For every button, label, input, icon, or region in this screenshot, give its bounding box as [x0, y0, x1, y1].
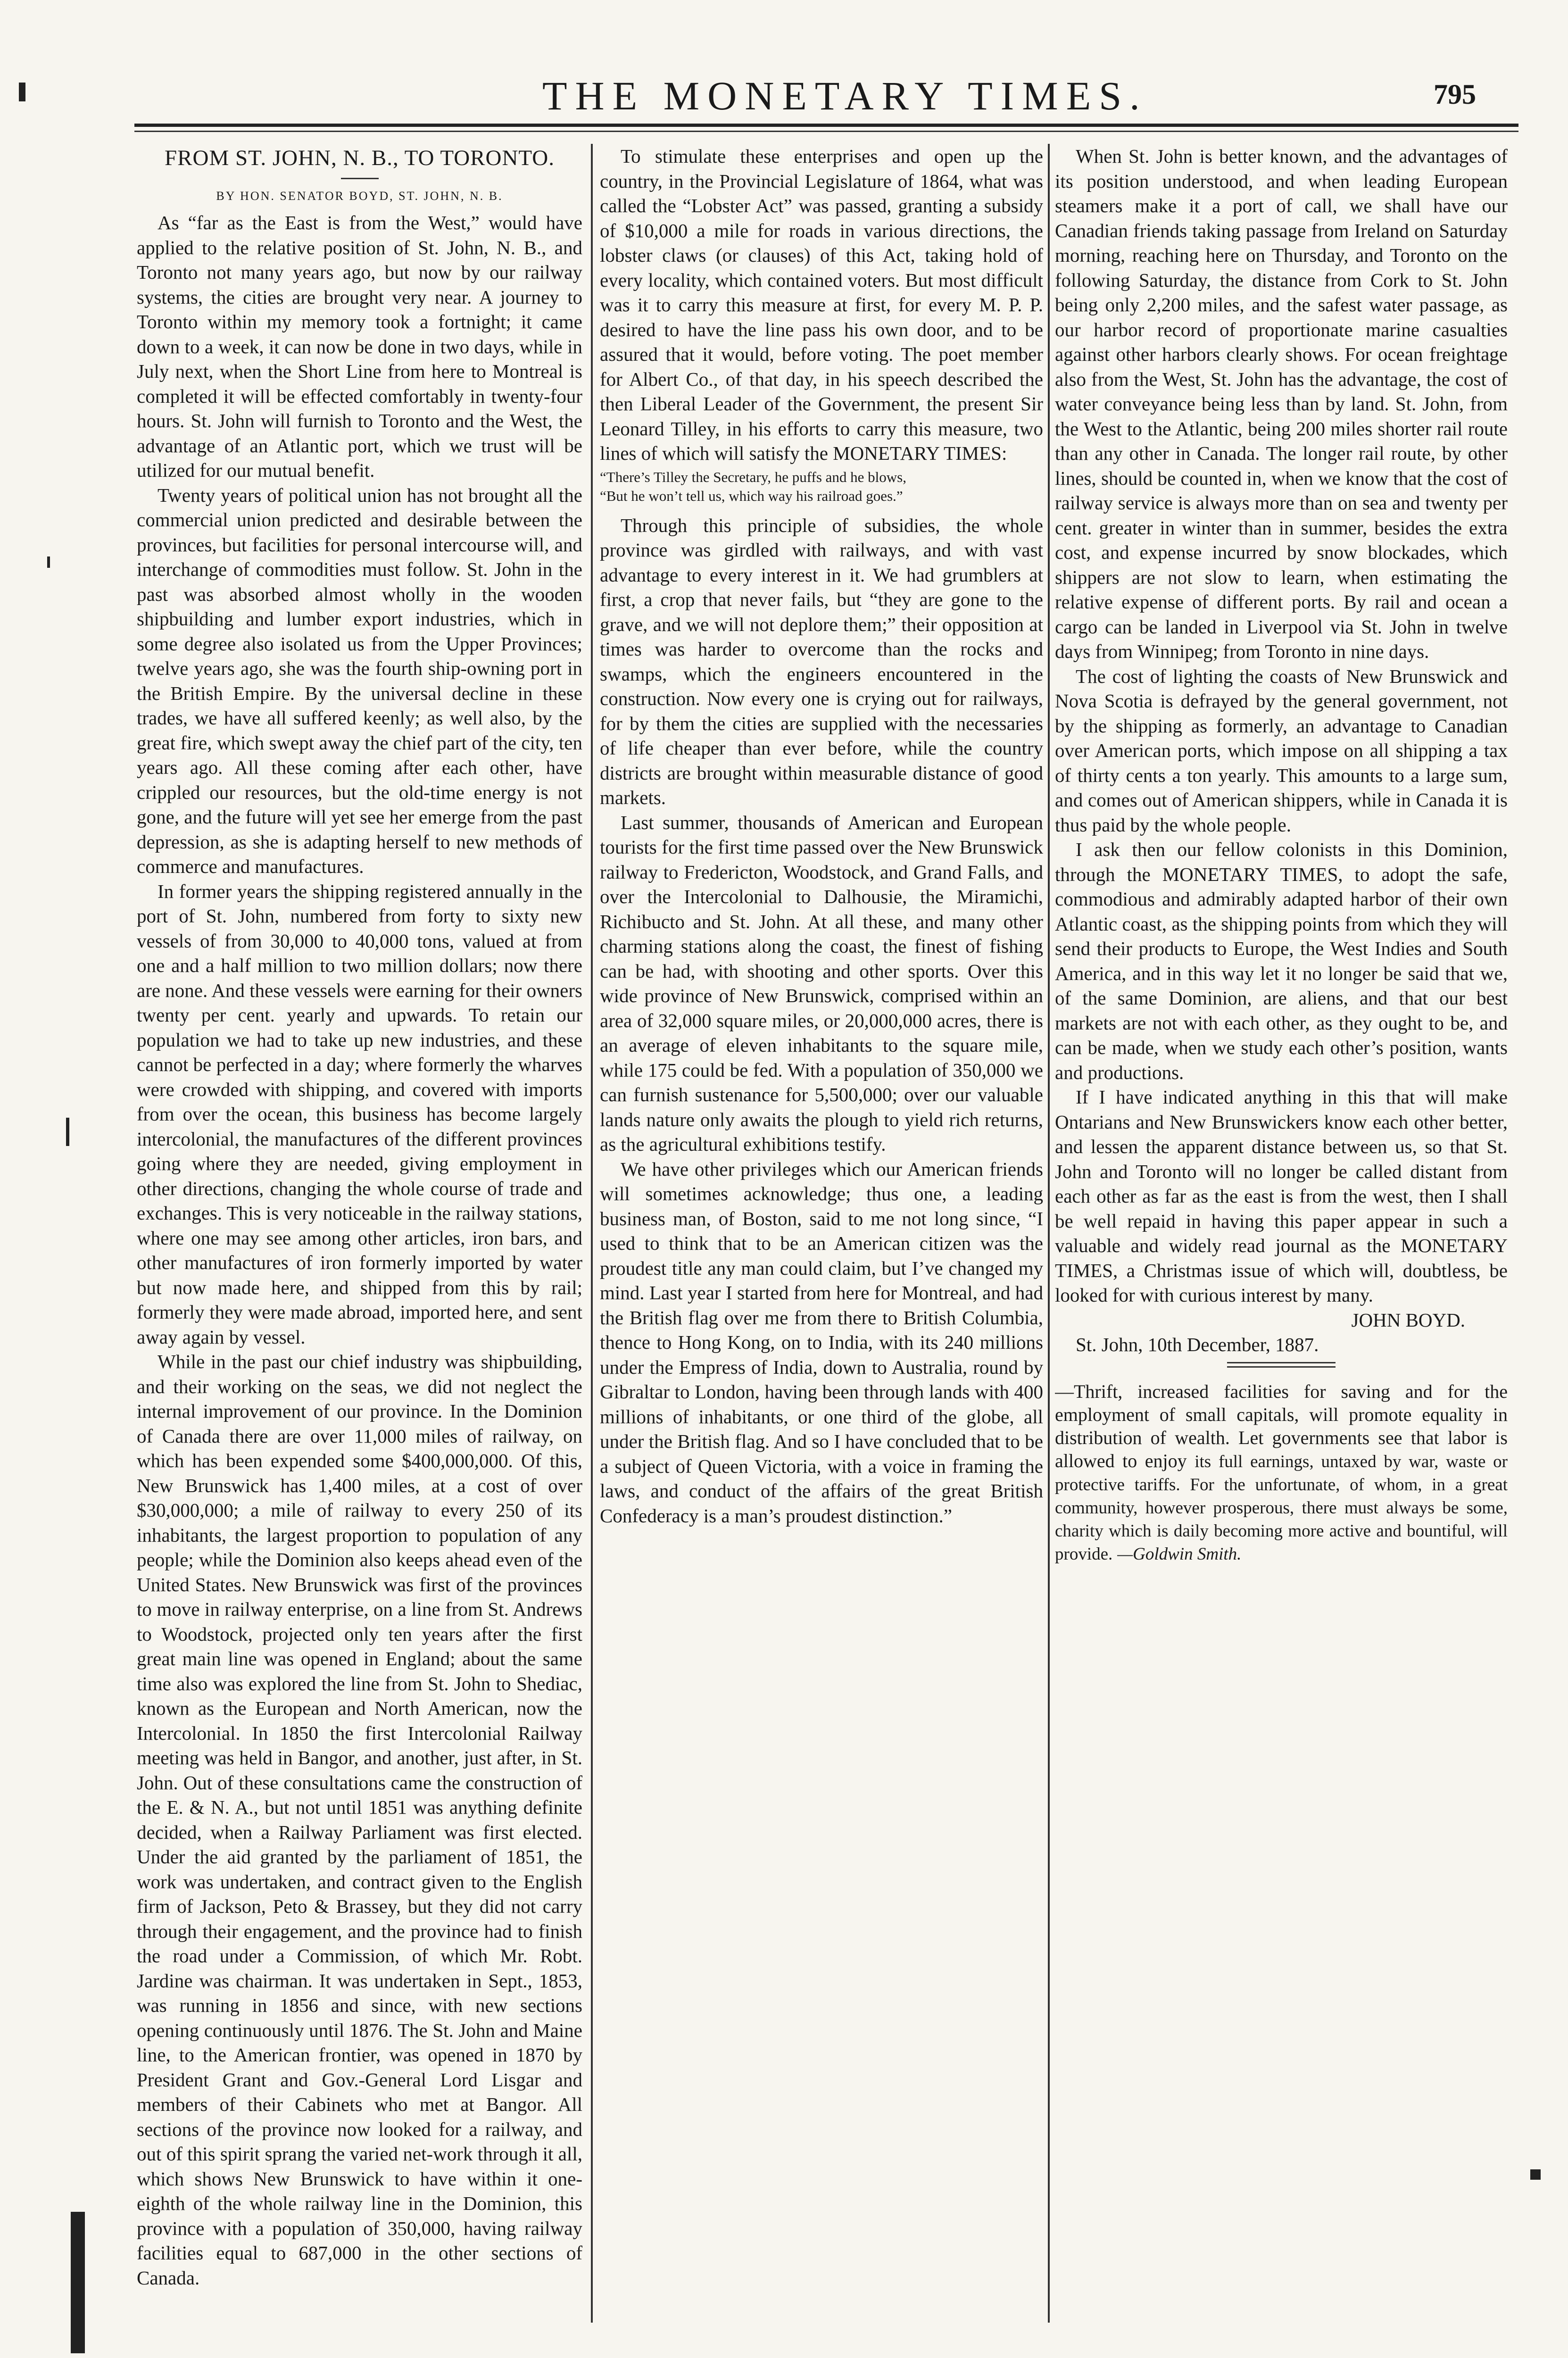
article-paragraph: Last summer, thousands of American and European tourists for the first time passed over the New Brunswick railway to Fredericton, Woodstock, and Grand Falls, and over the Intercolonial to Dalhousie, the Miramichi, Richibucto and St. John. At all these, and many other charming stations along the coast, the finest of fishing can be had, with shooting and other sports. Over this wide province of New Brunswick, comprised within an area of 32,000 square miles, or 20,000,000 acres, there is an average of eleven inhabitants to the square mile, while 175 could be fed. With a population of 350,000 we can furnish sustenance for 5,500,000; over our valuable lands nature only awaits the plough to yield rich returns, as the agricultural exhibitions testify.: [600, 811, 1043, 1155]
column-1: [137, 144, 582, 2323]
header-rule-thick: [134, 124, 1518, 127]
thrift-note-text-cont: its full earnings, untaxed by war, waste or protective tariffs. For the unfortunate, of whom, in a great community, however prosperous, there must always be some, charity which is daily becoming more active and bountiful, will provide.: [1055, 1452, 1508, 1564]
thrift-note-text: —Thrift, increased facilities for saving and for the employment of small capitals, will promote equality in distribution of wealth. Let governments see that labor is allowed to enjoy: [1055, 1380, 1508, 1471]
title-rule: [341, 178, 379, 179]
quote-line: “But he won’t tell us, which way his railroad goes.”: [600, 487, 903, 504]
header-rule-thin: [134, 131, 1518, 132]
column-3: [1055, 144, 1508, 2323]
article-paragraph: The cost of lighting the coasts of New Brunswick and Nova Scotia is defrayed by the general government, not by the shipping as formerly, an advantage to Canadian over American ports, which impose on all shipping a tax of thirty cents a ton yearly. This amounts to a large sum, and comes out of American shippers, while in Canada it is thus paid by the whole people.: [1055, 665, 1508, 836]
column-divider-1: [591, 144, 593, 2323]
author-signature: JOHN BOYD.: [1351, 1309, 1465, 1331]
end-rule: [1227, 1362, 1336, 1363]
article-paragraph: Through this principle of subsidies, the whole province was girdled with railways, and with vast advantage to every interest in it. We had grumblers at first, a crop that never fails, but “they are gone to the grave, and we will not deplore them;” their opposition at times was harder to overcome than the rocks and swamps, which the engineers encountered in the construction. Now every one is crying out for railways, for by them the cities are supplied with the necessaries of life cheaper than ever before, while the country districts are brought within measurable distance of good markets.: [600, 514, 1043, 808]
thrift-note-attribution: —Goldwin Smith.: [1117, 1544, 1242, 1564]
margin-mark: [66, 1118, 69, 1146]
quote-line: “There’s Tilley the Secretary, he puffs and he blows,: [600, 468, 906, 485]
column-divider-2: [1048, 144, 1050, 2323]
page-number: 795: [1434, 79, 1476, 110]
end-rule: [1227, 1366, 1336, 1368]
thrift-note: [1055, 1380, 1508, 1565]
article-paragraph: I ask then our fellow colonists in this Dominion, through the MONETARY TIMES, to adopt the safe, commodious and admirably adapted harbor of their own Atlantic coast, as the shipping points from which they will send their products to Europe, the West Indies and South America, and in this way let it no longer be said that we, of the same Dominion, are aliens, and that our best markets are not with each other, as they ought to be, and can be made, when we study each other’s position, wants and productions.: [1055, 839, 1508, 1083]
verse-quote: [600, 468, 1043, 506]
publication-title: THE MONETARY TIMES.: [542, 73, 1148, 118]
article-paragraph: Twenty years of political union has not brought all the commercial union predicted and desirable between the provinces, but facilities for personal intercourse will, and interchange of commodities must follow. St. John in the past was absorbed almost wholly in the wooden shipbuilding and lumber export industries, which in some degree also isolated us from the Upper Provinces; twelve years ago, she was the fourth ship-owning port in the British Empire. By the universal decline in these trades, we have all suffered keenly; as well also, by the great fire, which swept away the chief part of the city, ten years ago. All these coming after each other, have crippled our resources, but the old-time energy is not gone, and the future will yet see her emerge from the past depression, as she is adapting herself to new methods of commerce and manufactures.: [137, 484, 582, 877]
article-paragraph: As “far as the East is from the West,” would have applied to the relative position of St. John, N. B., and Toronto not many years ago, but now by our railway systems, the cities are brought very near. A journey to Toronto within my memory took a fortnight; it came down to a week, it can now be done in two days, while in July next, when the Short Line from here to Montreal is completed it will be effected comfortably in twenty-four hours. St. John will furnish to Toronto and the West, the advantage of an Atlantic port, which we trust will be utilized for our mutual benefit.: [137, 212, 582, 481]
article-paragraph: While in the past our chief industry was shipbuilding, and their working on the seas, we did not neglect the internal improvement of our province. In the Dominion of Canada there are over 11,000 miles of railway, on which has been expended some $400,000,000. Of this, New Brunswick has 1,400 miles, at a cost of over $30,000,000; a mile of railway to every 250 of its inhabitants, the largest proportion to population of any people; while the Dominion also keeps ahead even of the United States. New Brunswick was first of the provinces to move in railway enterprise, on a line from St. Andrews to Woodstock, projected only ten years after the first great main line was opened in England; about the same time also was explored the line from St. John to Shediac, known as the European and North American, now the Intercolonial. In 1850 the first Intercolonial Railway meeting was held in Bangor, and another, just after, in St. John. Out of these consultations came the construction of the E. & N. A., but not until 1851 was anything definite decided, when a Railway Parliament was first elected. Under the aid granted by the parliament of 1851, the work was undertaken, and contract given to the English firm of Jackson, Peto & Brassey, but they did not carry through their engagement, and the province had to finish the road under a Commission, of which Mr. Robt. Jardine was chairman. It was undertaken in Sept., 1853, was running in 1856 and since, with new sections opening continuously until 1876. The St. John and Maine line, to the American frontier, was opened in 1870 by President Grant and Gov.-General Lord Lisgar and members of their Cabinets who met at Bangor. All sections of the province now looked for a railway, and out of this spirit sprang the varied net-work through it all, which shows New Brunswick to have within it one-eighth of the whole railway line in the Dominion, this province with a population of 350,000, having railway facilities equal to 687,000 in the other sections of Canada.: [137, 1351, 582, 2289]
margin-mark: [1530, 2169, 1541, 2180]
margin-mark: [47, 556, 50, 568]
article-dateline: St. John, 10th December, 1887.: [1076, 1334, 1319, 1355]
article-paragraph: To stimulate these enterprises and open up the country, in the Provincial Legislature of 1864, what was called the “Lobster Act” was passed, granting a subsidy of $10,000 a mile for roads in various directions, the lobster claws (or clauses) of this Act, taking hold of every locality, which contained voters. But most difficult was it to carry this measure at first, for every M. P. P. desired to have the line pass his own door, and to be assured that it would, before voting. The poet member for Albert Co., of that day, in his speech described the then Liberal Leader of the Government, the present Sir Leonard Tilley, in his efforts to carry this measure, two lines of which will satisfy the MONETARY TIMES:: [600, 145, 1043, 464]
margin-mark: [19, 83, 25, 101]
article-paragraph: In former years the shipping registered annually in the port of St. John, numbered from forty to sixty new vessels of from 30,000 to 40,000 tons, valued at from one and a half million to two million dollars; now there are none. And these vessels were earning for their owners twenty per cent. yearly and upwards. To retain our population we had to take up new industries, and these cannot be perfected in a day; where formerly the wharves were crowded with shipping, and covered with imports from over the ocean, this business has become largely intercolonial, the manufactures of the different provinces going where they are needed, giving employment in other directions, changing the whole course of trade and exchanges. This is very noticeable in the railway stations, where one may see among other articles, iron bars, and other manufactures of iron formerly imported by water but now made here, and shipped from this by rail; formerly they were made abroad, imported here, and sent away again by vessel.: [137, 880, 582, 1348]
article-paragraph: We have other privileges which our American friends will sometimes acknowledge; thus one, a leading business man, of Boston, said to me not long since, “I used to think that to be an American citizen was the proudest title any man could claim, but I’ve changed my mind. Last year I started from here for Montreal, and had the British flag over me from there to British Columbia, thence to Hong Kong, on to India, with its 240 millions under the Empress of India, down to Australia, round by Gibraltar to London, having been through lands with 400 millions of inhabitants, or one third of the globe, all under the British flag. And so I have concluded that to be a subject of Queen Victoria, with a voice in framing the laws, and conduct of the affairs of the great British Confederacy is a man’s proudest distinction.”: [600, 1158, 1043, 1527]
article-byline: BY HON. SENATOR BOYD, ST. JOHN, N. B.: [216, 189, 503, 203]
article-paragraph: When St. John is better known, and the advantages of its position understood, and when leading European steamers make it a port of call, we shall have our Canadian friends taking passage from Ireland on Saturday morning, reaching here on Thursday, and Toronto on the following Saturday, the distance from Cork to St. John being only 2,200 miles, and the safest water passage, as our harbor record of proportionate marine casualties against other harbors clearly shows. For ocean freightage also from the West, St. John has the advantage, the cost of water conveyance being less than by land. St. John, from the West to the Atlantic, being 200 miles shorter rail route than any other in Canada. The longer rail route, by other lines, should be counted in, when we know that the cost of railway service is always more than on sea and twenty per cent. greater in winter than in summer, besides the extra cost, and expense incurred by snow blockades, which shippers are not slow to learn, when estimating the relative expense of different ports. By rail and ocean a cargo can be landed in Liverpool via St. John in twelve days from Winnipeg; from Toronto in nine days.: [1055, 145, 1508, 662]
masthead: [0, 0, 1568, 137]
margin-mark: [71, 2212, 85, 2353]
article-paragraph: If I have indicated anything in this that will make Ontarians and New Brunswickers know each other better, and lessen the apparent distance between us, so that St. John and Toronto will no longer be called distant from each other as far as the east is from the west, then I shall be well repaid in having this paper appear in such a valuable and widely read journal as the MONETARY TIMES, a Christmas issue of which will, doubtless, be looked for with curious interest by many.: [1055, 1086, 1508, 1306]
column-2: [600, 144, 1043, 2323]
article-title: FROM ST. JOHN, N. B., TO TORONTO.: [165, 146, 555, 170]
